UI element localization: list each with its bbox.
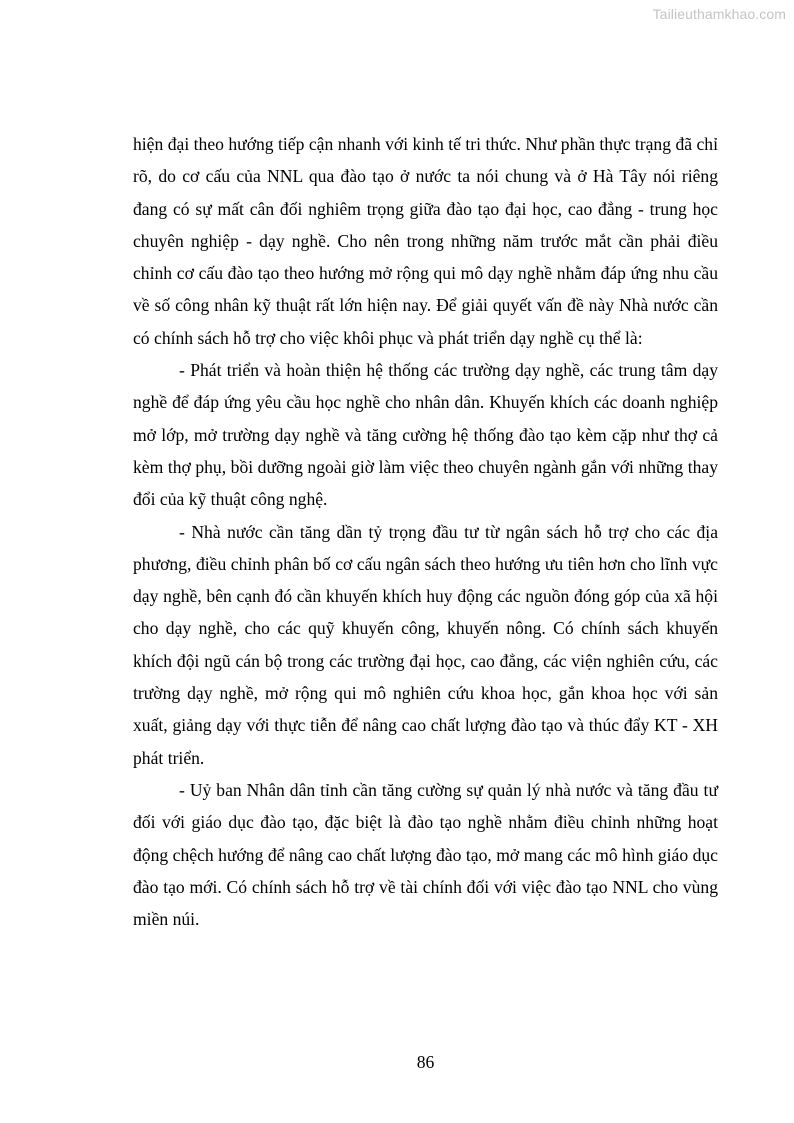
- document-body: [133, 128, 718, 935]
- paragraph-vocational-schools: - Phát triển và hoàn thiện hệ thống các trường dạy nghề, các trung tâm dạy nghề để đáp ứng yêu cầu học nghề cho nhân dân. Khuyến khích các doanh nghiệp mở lớp, mở trường dạy nghề và tăng cường hệ thống đào tạo kèm cặp như thợ cả kèm thợ phụ, bồi dưỡng ngoài giờ làm việc theo chuyên ngành gắn với những thay đổi của kỹ thuật công nghệ.: [133, 360, 718, 510]
- page-number: 86: [416, 1052, 435, 1072]
- paragraph-provincial-committee: - Uỷ ban Nhân dân tỉnh cần tăng cường sự quản lý nhà nước và tăng đầu tư đối với giáo dục đào tạo, đặc biệt là đào tạo nghề nhằm điều chỉnh những hoạt động chệch hướng để nâng cao chất lượng đào tạo, mở mang các mô hình giáo dục đào tạo mới. Có chính sách hỗ trợ về tài chính đối với việc đào tạo NNL cho vùng miền núi.: [133, 779, 718, 930]
- watermark-text: Tailieuthamkhao.com: [652, 6, 786, 22]
- paragraph-state-investment: - Nhà nước cần tăng dần tỷ trọng đầu tư từ ngân sách hỗ trợ cho các địa phương, điều chỉnh phân bố cơ cấu ngân sách theo hướng ưu tiên hơn cho lĩnh vực dạy nghề, bên cạnh đó cần khuyến khích huy động các nguồn đóng góp của xã hội cho dạy nghề, cho các quỹ khuyến công, khuyến nông. Có chính sách khuyến khích đội ngũ cán bộ trong các trường đại học, cao đẳng, các viện nghiên cứu, các trường dạy nghề, mở rộng qui mô nghiên cứu khoa học, gắn khoa học với sản xuất, giảng dạy với thực tiễn để nâng cao chất lượng đào tạo và thúc đẩy KT - XH phát triển.: [133, 521, 718, 768]
- paragraph-continuation: hiện đại theo hướng tiếp cận nhanh với kinh tế tri thức. Như phần thực trạng đã chỉ rõ, do cơ cấu của NNL qua đào tạo ở nước ta nói chung và ở Hà Tây nói riêng đang có sự mất cân đối nghiêm trọng giữa đào tạo đại học, cao đẳng - trung học chuyên nghiệp - dạy nghề. Cho nên trong những năm trước mắt cần phải điều chỉnh cơ cấu đào tạo theo hướng mở rộng qui mô dạy nghề nhằm đáp ứng nhu cầu về số công nhân kỹ thuật rất lớn hiện nay. Để giải quyết vấn đề này Nhà nước cần có chính sách hỗ trợ cho việc khôi phục và phát triển dạy nghề cụ thể là:: [133, 134, 718, 348]
